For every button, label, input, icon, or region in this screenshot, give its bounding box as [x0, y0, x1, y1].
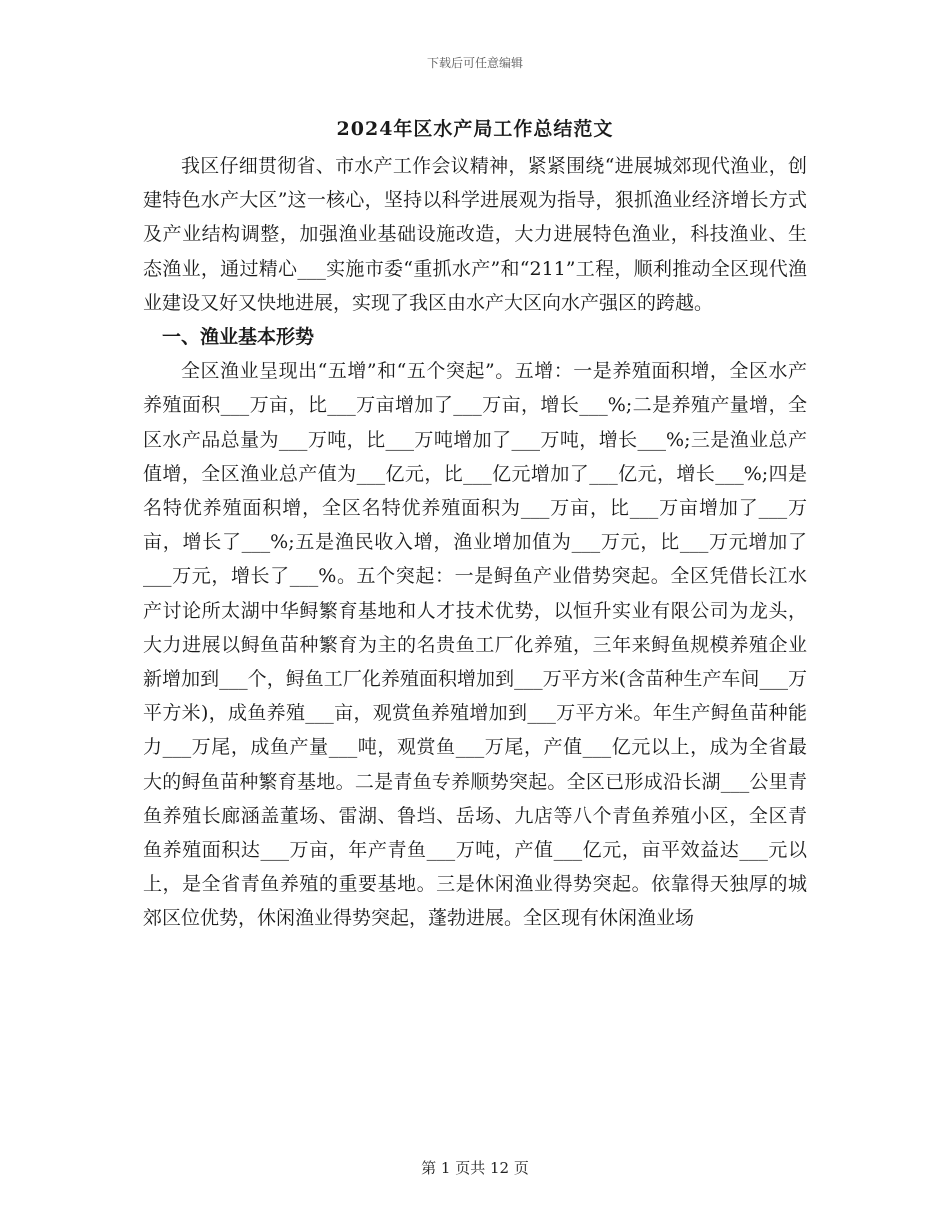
document-body [143, 149, 807, 936]
header-note: 下载后可任意编辑 [426, 56, 523, 70]
intro-paragraph: 我区仔细贯彻省、市水产工作会议精神，紧紧围绕“进展城郊现代渔业，创建特色水产大区”这一核心，坚持以科学进展观为指导，狠抓渔业经济增长方式及产业结构调整，加强渔业基础设施改造，大力进展特色渔业，科技渔业、生态渔业，通过精心___实施市委“重抓水产”和“211”工程，顺利推动全区现代渔业建设又好又快地进展，实现了我区由水产大区向水产强区的跨越。 [143, 155, 807, 314]
page-number-footer: 第 1 页共 12 页 [421, 1159, 529, 1177]
section-heading: 一、渔业基本形势 [162, 326, 315, 349]
section-paragraph: 全区渔业呈现出“五增”和“五个突起”。五增：一是养殖面积增，全区水产养殖面积___万亩，比___万亩增加了___万亩，增长___%;二是养殖产量增，全区水产品总量为___万吨，比___万吨增加了___万吨，增长___%;三是渔业总产值增，全区渔业总产值为___亿元，比___亿元增加了___亿元，增长___%;四是名特优养殖面积增，全区名特优养殖面积为___万亩，比___万亩增加了___万亩，增长了___%;五是渔民收入增，渔业增加值为___万元，比___万元增加了___万元，增长了___%。五个突起：一是鲟鱼产业借势突起。全区凭借长江水产讨论所太湖中华鲟繁育基地和人才技术优势，以恒升实业有限公司为龙头，大力进展以鲟鱼苗种繁育为主的名贵鱼工厂化养殖，三年来鲟鱼规模养殖企业新增加到___个，鲟鱼工厂化养殖面积增加到___万平方米(含苗种生产车间___万平方米)，成鱼养殖___亩，观赏鱼养殖增加到___万平方米。年生产鲟鱼苗种能力___万尾，成鱼产量___吨，观赏鱼___万尾，产值___亿元以上，成为全省最大的鲟鱼苗种繁育基地。二是青鱼专养顺势突起。全区已形成沿长湖___公里青鱼养殖长廊涵盖董场、雷湖、鲁垱、岳场、九店等八个青鱼养殖小区，全区青鱼养殖面积达___万亩，年产青鱼___万吨，产值___亿元，亩平效益达___元以上，是全省青鱼养殖的重要基地。三是休闲渔业得势突起。依靠得天独厚的城郊区位优势，休闲渔业得势突起，蓬勃进展。全区现有休闲渔业场 [143, 360, 807, 930]
document-title: 2024年区水产局工作总结范文 [336, 118, 614, 140]
